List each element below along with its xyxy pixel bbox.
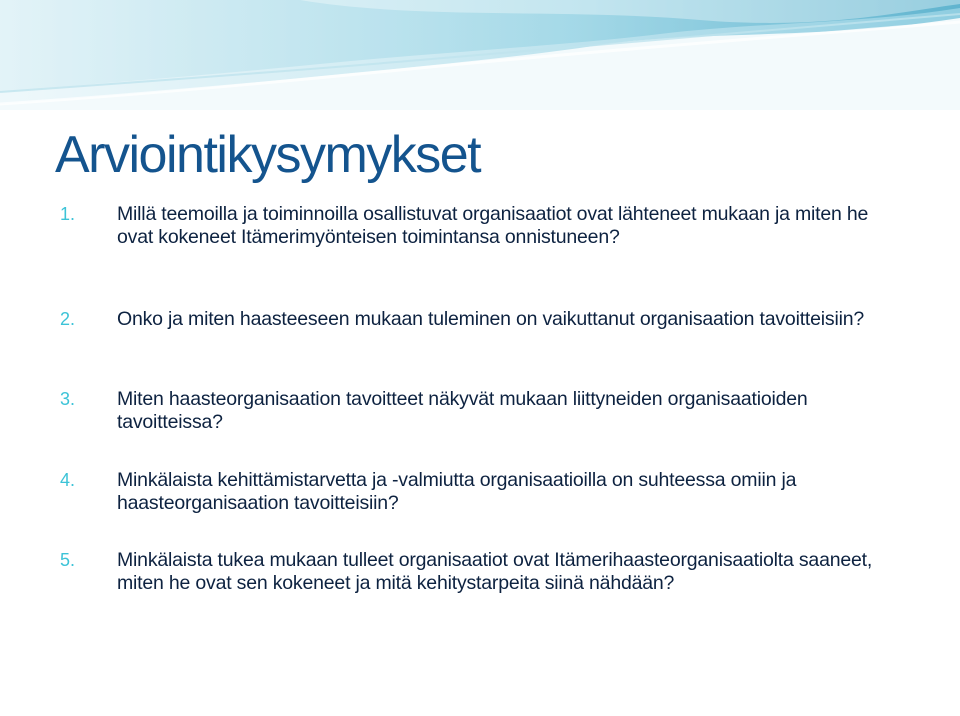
slide-title: Arviointikysymykset [55, 126, 481, 184]
decorative-wave-banner [0, 0, 960, 110]
question-text: Miten haasteorganisaation tavoitteet näkyvät mukaan liittyneiden organisaatioiden tavoitteissa? [117, 388, 808, 433]
question-number: 3. [60, 389, 76, 409]
question-text: Millä teemoilla ja toiminnoilla osallistuvat organisaatiot ovat lähteneet mukaan ja miten he ovat kokeneet Itämerimyönteisen toimintansa onnistuneen? [117, 203, 869, 248]
question-text: Minkälaista tukea mukaan tulleet organisaatiot ovat Itämerihaasteorganisaatiolta saaneet, miten he ovat sen kokeneet ja mitä kehitystarpeita siinä nähdään? [117, 549, 873, 594]
question-number: 4. [60, 470, 76, 490]
question-number: 5. [60, 550, 76, 570]
question-number: 2. [60, 309, 76, 329]
question-text: Onko ja miten haasteeseen mukaan tuleminen on vaikuttanut organisaation tavoitteisiin? [117, 308, 865, 330]
question-number: 1. [60, 204, 76, 224]
question-text: Minkälaista kehittämistarvetta ja -valmiutta organisaatioilla on suhteessa omiin ja haasteorganisaation tavoitteisiin? [117, 469, 797, 514]
